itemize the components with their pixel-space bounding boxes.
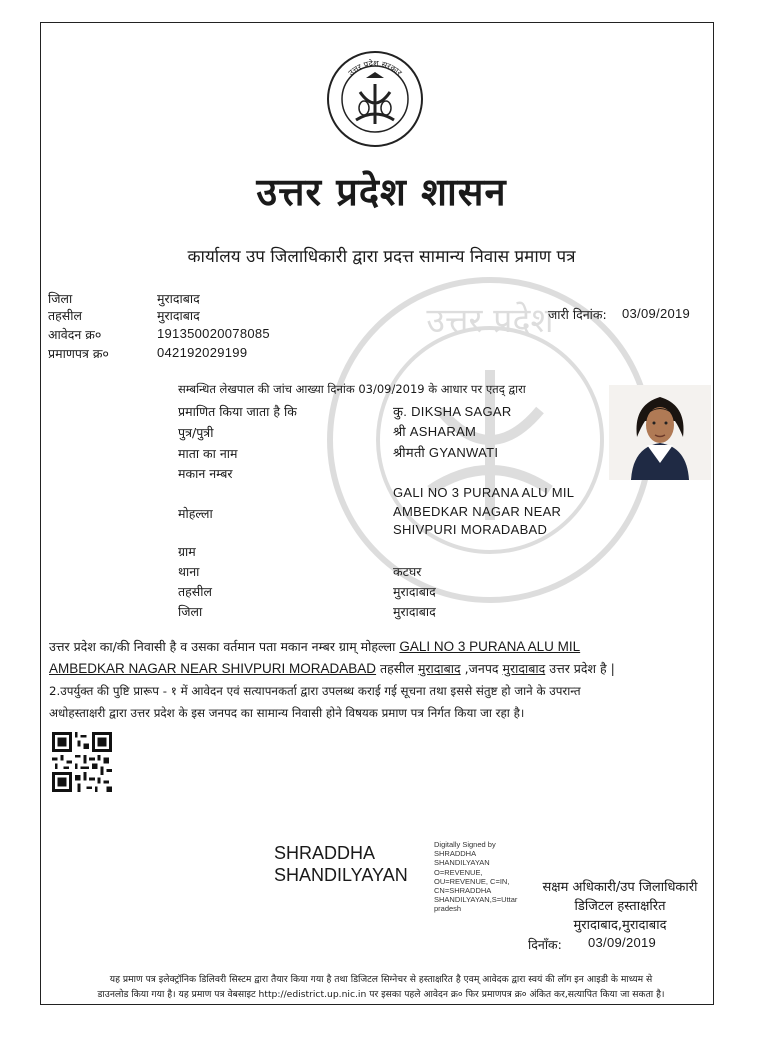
mother-name: श्रीमती GYANWATI: [393, 445, 499, 460]
tehsil-label: तहसील: [48, 308, 82, 323]
certificate-subtitle: कार्यालय उप जिलाधिकारी द्वारा प्रदत्त सामान्य निवास प्रमाण पत्र: [187, 247, 576, 267]
emblem-text: उत्तर प्रदेश सरकार: [346, 58, 404, 78]
tehsil-value: मुरादाबाद: [157, 308, 200, 323]
up-government-emblem: [326, 50, 424, 148]
mohalla-line-1: GALI NO 3 PURANA ALU MIL: [393, 485, 575, 500]
main-title: उत्तर प्रदेश शासन: [256, 169, 507, 214]
confirmation-line-1: 2.उपर्युक्त की पुष्टि प्रारूप - १ में आवेदन एवं सत्यापनकर्ता द्वारा उपलब्ध कराई गई सूचना तथा इससे संतुष्ट हो जाने के उपरान्त: [49, 684, 581, 698]
district-value: मुरादाबाद: [157, 291, 200, 306]
verification-qr-code: [52, 732, 112, 792]
house-number-label: मकान नम्बर: [178, 466, 233, 481]
village-label: ग्राम: [178, 544, 196, 559]
officer-title: सक्षम अधिकारी/उप जिलाधिकारी: [542, 880, 698, 895]
statement-district: मुरादाबाद: [502, 661, 546, 676]
applicant-tehsil-value: मुरादाबाद: [393, 584, 436, 599]
sign-date-label: दिनाँक:: [528, 937, 562, 952]
applicant-name: कु. DIKSHA SAGAR: [393, 404, 512, 419]
inquiry-intro: सम्बन्धित लेखपाल की जांच आख्या दिनांक 03/09/2019 के आधार पर एतद् द्वारा: [178, 382, 526, 396]
father-name: श्री ASHARAM: [393, 424, 477, 439]
application-number-value: 191350020078085: [157, 326, 270, 341]
issue-date-value: 03/09/2019: [622, 306, 691, 321]
officer-place: मुरादाबाद,मुरादाबाद: [573, 918, 667, 933]
watermark-text: उत्तर प्रदेश: [426, 301, 554, 341]
certificate-number-value: 042192029199: [157, 345, 248, 360]
confirmation-line-2: अधोहस्ताक्षरी द्वारा उत्तर प्रदेश के इस जनपद का सामान्य निवासी होने विषयक प्रमाण पत्र निर्गत किया जा रहा है।: [49, 706, 525, 720]
applicant-district-label: जिला: [178, 604, 203, 619]
certificate-number-label: प्रमाणपत्र क्र०: [48, 346, 109, 361]
mohalla-label: मोहल्ला: [178, 506, 213, 521]
footer-note: यह प्रमाण पत्र इलेक्ट्रॉनिक डिलिवरी सिस्टम द्वारा तैयार किया गया है तथा डिजिटल सिग्नेचर से हस्ताक्षरित है एवम् आवेदक द्वारा स्वयं की लॉग इन आइडी के माध्यम से डाउनलोड किया गया है। यह प्रमाण पत्र वेबसाइट http://edistrict.up.nic.in पर इसका पहले आवेदन क्र० फिर प्रमाणपत्र क्र० अंकित कर,सत्यापित किया जा सकता है।: [97, 974, 665, 1000]
applicant-tehsil-label: तहसील: [178, 584, 212, 599]
certify-label: प्रमाणित किया जाता है कि: [178, 404, 297, 419]
signer-name: SHRADDHA SHANDILYAYAN: [274, 843, 408, 885]
applicant-photo: [609, 385, 711, 480]
statement-tehsil: मुरादाबाद: [417, 661, 461, 676]
residence-statement: उत्तर प्रदेश का/की निवासी है व उसका वर्तमान पता मकान नम्बर ग्राम् मोहल्ला GALI NO 3 PURANA ALU MIL AMBEDKAR NAGAR NEAR SHIVPURI MORADABAD तहसील मुरादाबाद ,जनपद मुरादाबाद उत्तर प्रदेश है | 2.उपर्युक्त की पुष्टि प्रारूप - १ में आवेदन एवं सत्यापनकर्ता द्वारा उपलब्ध कराई गई सूचना तथा इससे संतुष्ट हो जाने के उपरान्त अधोहस्ताक्षरी द्वारा उत्तर प्रदेश के इस जनपद का सामान्य निवासी होने विषयक प्रमाण पत्र निर्गत किया जा रहा है।: [49, 639, 615, 720]
statement-address-1: GALI NO 3 PURANA ALU MIL: [399, 639, 581, 654]
officer-digital-sign: डिजिटल हस्ताक्षरित: [574, 899, 666, 914]
applicant-district-value: मुरादाबाद: [393, 604, 436, 619]
district-label: जिला: [48, 291, 73, 306]
mother-label: माता का नाम: [178, 446, 238, 461]
sign-date-value: 03/09/2019: [588, 935, 657, 950]
father-label: पुत्र/पुत्री: [178, 425, 214, 440]
digital-signature-block: Digitally Signed by SHRADDHA SHANDILYAYAN O=REVENUE, OU=REVENUE, C=IN, CN=SHRADDHA SHANDILYAYAN,S=Uttar pradesh: [434, 840, 518, 914]
statement-address-2: AMBEDKAR NAGAR NEAR SHIVPURI MORADABAD: [49, 661, 377, 676]
application-number-label: आवेदन क्र०: [48, 327, 102, 342]
police-station-value: कटघर: [393, 564, 422, 579]
police-station-label: थाना: [178, 564, 200, 579]
issue-date-label: जारी दिनांक:: [548, 307, 607, 322]
mohalla-line-3: SHIVPURI MORADABAD: [393, 522, 548, 537]
mohalla-line-2: AMBEDKAR NAGAR NEAR: [393, 504, 562, 519]
